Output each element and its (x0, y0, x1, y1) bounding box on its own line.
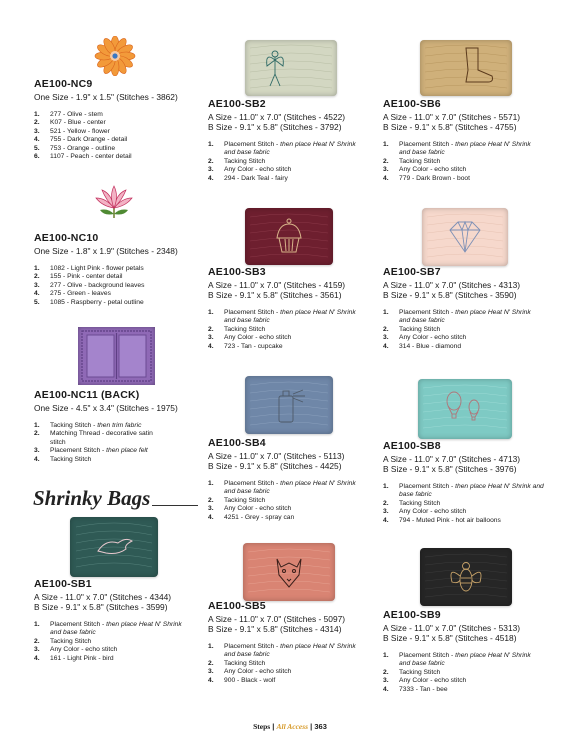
step-text: Any Color - echo stitch (224, 505, 292, 513)
step-text: Any Color - echo stitch (224, 668, 292, 676)
product-size: One Size - 1.9" x 1.5" (Stitches - 3862) (34, 92, 178, 102)
sb7-bag-image (422, 208, 508, 266)
step-number: 1. (383, 483, 389, 490)
step-item (208, 643, 368, 660)
step-item (383, 517, 548, 525)
step-item (34, 456, 162, 464)
step-item (383, 326, 543, 334)
step-item (34, 447, 162, 455)
step-item (383, 652, 543, 669)
step-text: Placement Stitch - (399, 652, 456, 659)
step-text: Tacking Stitch (224, 157, 266, 165)
step-item (34, 290, 214, 298)
step-text: Tacking Stitch (50, 455, 92, 463)
product-size-a: A Size - 11.0" x 7.0" (Stitches - 4159) (208, 280, 346, 290)
product-size-a: A Size - 11.0" x 7.0" (Stitches - 5571) (383, 112, 521, 122)
step-number: 2. (383, 499, 389, 507)
product-code: AE100-SB8 (383, 440, 441, 452)
product-code: AE100-SB7 (383, 266, 441, 278)
step-text: 779 - Dark Brown - boot (399, 174, 470, 182)
sb8-bag-image (418, 379, 512, 439)
sb3-bag-image (245, 208, 333, 265)
step-text: Any Color - echo stitch (224, 334, 292, 342)
step-item (34, 265, 214, 273)
step-number: 5. (34, 144, 40, 152)
step-text: 900 - Black - wolf (224, 676, 276, 684)
step-number: 3. (208, 166, 214, 174)
step-number: 1. (383, 141, 389, 148)
step-number: 3. (383, 334, 389, 342)
step-note: then place Heat N' Shrink and base fabric (399, 652, 531, 668)
step-text: 1085 - Raspberry - petal outline (50, 298, 144, 306)
step-note: then place Heat N' Shrink and base fabric (224, 141, 356, 157)
step-number: 1. (34, 422, 40, 429)
step-text: Tacking Stitch (50, 637, 92, 645)
step-number: 3. (34, 646, 40, 654)
step-text: 294 - Dark Teal - fairy (224, 174, 288, 182)
step-text: 7333 - Tan - bee (399, 685, 448, 693)
step-number: 1. (34, 265, 40, 272)
step-text: K07 - Blue - center (50, 119, 106, 127)
nc11-felt-cover-image (78, 327, 155, 385)
product-code: AE100-SB3 (208, 266, 266, 278)
product-size-b: B Size - 9.1" x 5.8" (Stitches - 4314) (208, 624, 342, 634)
step-number: 3. (208, 505, 214, 513)
step-number: 1. (208, 141, 214, 148)
product-sb3 (208, 266, 378, 351)
step-text: 161 - Light Pink - bird (50, 654, 114, 662)
step-text: Placement Stitch - (224, 480, 281, 487)
step-number: 4. (34, 290, 40, 298)
step-note: then place Heat N' Shrink and base fabric (224, 643, 356, 659)
step-note: then place Heat N' Shrink and base fabric (50, 621, 182, 637)
product-size-b: B Size - 9.1" x 5.8" (Stitches - 3590) (383, 290, 517, 300)
page-footer (0, 722, 580, 731)
sb2-bag-image (245, 40, 337, 96)
product-size-a: A Size - 11.0" x 7.0" (Stitches - 5113) (208, 451, 345, 461)
section-title: Shrinky Bags (33, 486, 151, 510)
step-number: 2. (34, 273, 40, 281)
step-item (383, 141, 543, 158)
product-size-b: B Size - 9.1" x 5.8" (Stitches - 3561) (208, 290, 342, 300)
step-text: 314 - Blue - diamond (399, 342, 462, 350)
step-text: 1107 - Peach - center detail (50, 153, 132, 161)
thread-steps (208, 141, 368, 183)
step-text: Matching Thread - decorative satin stitch (50, 430, 153, 446)
step-number: 2. (34, 119, 40, 127)
step-number: 6. (34, 153, 40, 161)
product-code: AE100-NC11 (BACK) (34, 389, 140, 401)
step-number: 1. (383, 309, 389, 316)
step-text: Any Color - echo stitch (399, 166, 467, 174)
step-item (34, 273, 214, 281)
product-size-a: A Size - 11.0" x 7.0" (Stitches - 4713) (383, 454, 521, 464)
product-sb2 (208, 98, 378, 183)
product-sb7 (383, 266, 553, 351)
step-item (208, 309, 368, 326)
sb5-bag-image (243, 543, 335, 601)
step-number: 4. (208, 513, 214, 521)
step-item (383, 677, 543, 685)
thread-steps (383, 309, 543, 351)
step-item (208, 497, 368, 505)
sb9-bag-image (420, 548, 512, 606)
product-code: AE100-NC9 (34, 78, 93, 90)
step-item (34, 621, 194, 638)
product-sb6 (383, 98, 553, 183)
step-number: 4. (34, 136, 40, 144)
product-size-a: A Size - 11.0" x 7.0" (Stitches - 4344) (34, 592, 172, 602)
step-item (208, 514, 368, 522)
thread-steps (208, 643, 368, 685)
step-number: 4. (383, 685, 389, 693)
sb4-bag-image (245, 376, 333, 434)
step-text: 755 - Dark Orange - detail (50, 136, 128, 144)
nc10-lotus-image (94, 184, 134, 220)
step-text: Tacking Stitch (224, 659, 266, 667)
step-text: Placement Stitch - (224, 309, 281, 316)
step-item (34, 638, 194, 646)
step-item (383, 309, 543, 326)
product-size-a: A Size - 11.0" x 7.0" (Stitches - 5313) (383, 623, 521, 633)
footer-separator: | (310, 722, 313, 731)
thread-steps (34, 265, 214, 307)
product-code: AE100-SB1 (34, 578, 92, 590)
step-number: 2. (383, 668, 389, 676)
step-item (208, 668, 368, 676)
step-text: 155 - Pink - center detail (50, 273, 123, 281)
product-size-a: A Size - 11.0" x 7.0" (Stitches - 4313) (383, 280, 521, 290)
step-number: 2. (208, 325, 214, 333)
step-text: 277 - Olive - background leaves (50, 281, 145, 289)
step-number: 4. (383, 516, 389, 524)
step-item (383, 483, 548, 500)
step-note: then place Heat N' Shrink and base fabric (399, 483, 544, 499)
step-item (34, 430, 162, 447)
step-text: Placement Stitch - (224, 141, 281, 148)
thread-steps (383, 483, 548, 525)
step-number: 1. (208, 643, 214, 650)
step-number: 3. (208, 334, 214, 342)
step-number: 2. (208, 659, 214, 667)
step-item (34, 145, 214, 153)
product-code: AE100-SB5 (208, 600, 266, 612)
product-size-b: B Size - 9.1" x 5.8" (Stitches - 3599) (34, 602, 168, 612)
step-text: Placement Stitch - (50, 621, 107, 628)
step-item (208, 480, 368, 497)
product-code: AE100-SB4 (208, 437, 266, 449)
step-number: 3. (34, 281, 40, 289)
step-number: 4. (208, 676, 214, 684)
step-number: 2. (34, 430, 40, 438)
step-note: then place Heat N' Shrink and base fabric (224, 480, 356, 496)
product-code: AE100-SB9 (383, 609, 441, 621)
step-number: 3. (383, 166, 389, 174)
step-number: 4. (34, 654, 40, 662)
step-item (383, 508, 548, 516)
step-number: 2. (208, 157, 214, 165)
product-sb5 (208, 600, 378, 685)
product-size: One Size - 1.8" x 1.9" (Stitches - 2348) (34, 246, 178, 256)
step-item (383, 669, 543, 677)
product-sb1 (34, 578, 209, 663)
step-item (34, 111, 214, 119)
step-number: 4. (383, 174, 389, 182)
step-number: 1. (208, 480, 214, 487)
step-note: then place Heat N' Shrink and base fabric (224, 309, 356, 325)
step-text: Any Color - echo stitch (224, 166, 292, 174)
step-text: Placement Stitch - (399, 309, 456, 316)
step-item (208, 166, 368, 174)
step-item (383, 175, 543, 183)
step-item (208, 660, 368, 668)
step-text: 277 - Olive - stem (50, 111, 103, 118)
step-text: Tacking Stitch (399, 157, 441, 165)
step-text: Placement Stitch - (50, 447, 107, 455)
step-item (208, 343, 368, 351)
product-size: One Size - 4.5" x 3.4" (Stitches - 1975) (34, 403, 178, 413)
step-number: 4. (34, 455, 40, 463)
step-number: 3. (383, 677, 389, 685)
thread-steps (383, 652, 543, 694)
step-number: 2. (383, 157, 389, 165)
thread-steps (34, 111, 214, 161)
step-number: 1. (383, 652, 389, 659)
step-text: Tacking Stitch (224, 325, 266, 333)
step-number: 3. (208, 668, 214, 676)
step-text: 753 - Orange - outline (50, 144, 116, 152)
step-text: Tacking Stitch (224, 496, 266, 504)
step-text: 1082 - Light Pink - flower petals (50, 265, 144, 272)
step-item (383, 343, 543, 351)
step-item (383, 686, 543, 694)
sb6-bag-image (420, 40, 512, 96)
step-item (383, 500, 548, 508)
product-sb9 (383, 609, 553, 694)
step-item (34, 422, 162, 430)
step-number: 4. (208, 174, 214, 182)
product-sb8 (383, 440, 558, 525)
thread-steps (34, 621, 194, 663)
step-item (34, 655, 194, 663)
step-text: Any Color - echo stitch (399, 677, 467, 685)
step-item (208, 677, 368, 685)
step-number: 4. (208, 342, 214, 350)
thread-steps (34, 422, 162, 464)
step-text: Placement Stitch - (224, 643, 281, 650)
product-size-a: A Size - 11.0" x 7.0" (Stitches - 4522) (208, 112, 346, 122)
step-note: then trim fabric (97, 422, 142, 429)
thread-steps (208, 309, 368, 351)
step-item (383, 166, 543, 174)
step-item (208, 326, 368, 334)
step-text: Placement Stitch - (399, 141, 456, 148)
step-item (208, 505, 368, 513)
section-divider (152, 505, 198, 506)
step-item (34, 299, 214, 307)
step-text: Tacking Stitch (399, 325, 441, 333)
step-number: 4. (383, 342, 389, 350)
step-number: 2. (208, 496, 214, 504)
step-text: 4251 - Grey - spray can (224, 513, 295, 521)
step-number: 3. (383, 508, 389, 516)
step-note: then place felt (106, 447, 148, 455)
step-text: 521 - Yellow - flower (50, 127, 110, 135)
step-item (34, 282, 214, 290)
step-text: Any Color - echo stitch (399, 508, 467, 516)
page-number: 363 (314, 722, 327, 731)
thread-steps (383, 141, 543, 183)
product-code: AE100-SB2 (208, 98, 266, 110)
product-size-b: B Size - 9.1" x 5.8" (Stitches - 4425) (208, 461, 342, 471)
step-text: Tacking Stitch - (50, 422, 98, 429)
step-text: Any Color - echo stitch (50, 646, 118, 654)
step-number: 2. (34, 637, 40, 645)
product-size-b: B Size - 9.1" x 5.8" (Stitches - 4518) (383, 633, 517, 643)
footer-brand: Steps (253, 722, 271, 731)
thread-steps (208, 480, 368, 522)
nc9-flower-image (92, 36, 138, 76)
product-size-b: B Size - 9.1" x 5.8" (Stitches - 3976) (383, 464, 517, 474)
footer-separator: | (272, 722, 275, 731)
step-item (34, 646, 194, 654)
step-item (383, 334, 543, 342)
product-nc11 (34, 389, 199, 464)
step-note: then place Heat N' Shrink and base fabric (399, 141, 531, 157)
step-number: 1. (34, 621, 40, 628)
step-text: Placement Stitch - (399, 483, 456, 490)
product-size-b: B Size - 9.1" x 5.8" (Stitches - 3792) (208, 122, 342, 132)
step-item (34, 128, 214, 136)
step-item (208, 175, 368, 183)
step-item (208, 158, 368, 166)
step-number: 1. (208, 309, 214, 316)
step-item (208, 334, 368, 342)
step-number: 5. (34, 298, 40, 306)
product-code: AE100-SB6 (383, 98, 441, 110)
step-number: 2. (383, 325, 389, 333)
step-text: Tacking Stitch (399, 499, 441, 507)
step-number: 3. (34, 447, 40, 455)
step-text: 723 - Tan - cupcake (224, 342, 283, 350)
product-nc9 (34, 78, 214, 161)
step-text: Any Color - echo stitch (399, 334, 467, 342)
step-item (208, 141, 368, 158)
step-item (34, 136, 214, 144)
footer-collection: All Access (276, 722, 309, 731)
product-sb4 (208, 437, 378, 522)
step-text: 275 - Green - leaves (50, 290, 111, 298)
step-item (383, 158, 543, 166)
product-code: AE100-NC10 (34, 232, 99, 244)
step-item (34, 153, 214, 161)
product-size-b: B Size - 9.1" x 5.8" (Stitches - 4755) (383, 122, 517, 132)
product-size-a: A Size - 11.0" x 7.0" (Stitches - 5097) (208, 614, 346, 624)
product-nc10 (34, 232, 214, 307)
step-text: Tacking Stitch (399, 668, 441, 676)
step-number: 3. (34, 127, 40, 135)
sb1-bag-image (70, 517, 158, 577)
step-text: 794 - Muted Pink - hot air balloons (399, 516, 501, 524)
step-number: 1. (34, 111, 40, 118)
step-note: then place Heat N' Shrink and base fabric (399, 309, 531, 325)
step-item (34, 119, 214, 127)
